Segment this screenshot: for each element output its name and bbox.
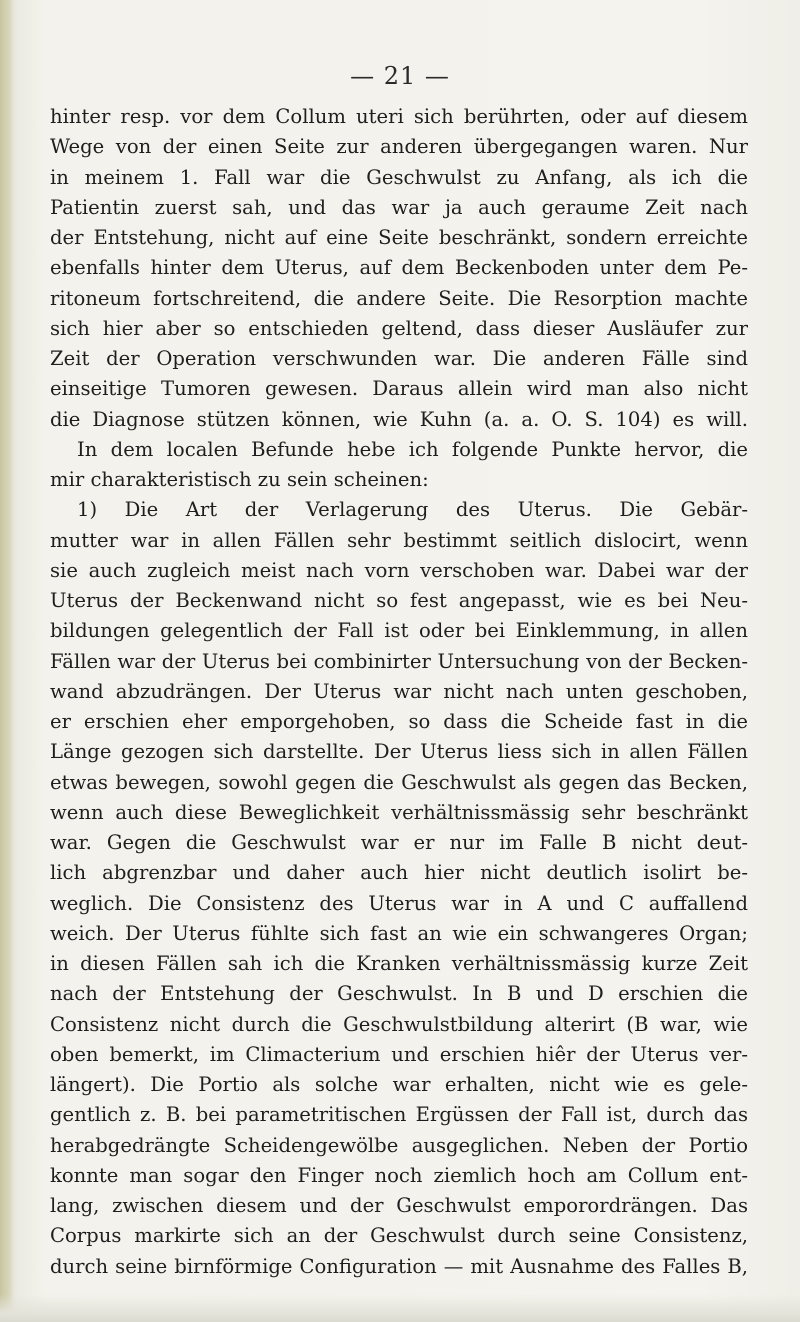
text-line: 1) Die Art der Verlagerung des Uterus. Die Gebär- — [77, 498, 748, 522]
page-gutter-shadow — [0, 0, 14, 1322]
text-line: Patientin zuerst sah, und das war ja auch geraume Zeit nach — [50, 195, 748, 219]
text-line: Corpus markirte sich an der Geschwulst durch seine Consistenz, — [50, 1224, 748, 1248]
text-line: In dem localen Befunde hebe ich folgende Punkte hervor, die — [77, 437, 748, 461]
text-line: war. Gegen die Geschwulst war er nur im Falle B nicht deut- — [50, 831, 748, 854]
text-line: Länge gezogen sich darstellte. Der Uterus liess sich in allen Fällen — [50, 740, 748, 764]
body-text — [50, 102, 748, 1282]
text-line: Zeit der Operation verschwunden war. Die anderen Fälle sind — [50, 347, 748, 370]
text-line: sie auch zugleich meist nach vorn verschoben war. Dabei war der — [50, 558, 748, 582]
text-line: gentlich z. B. bei parametritischen Ergüssen der Fall ist, durch das — [50, 1103, 748, 1127]
text-line: die Diagnose stützen können, wie Kuhn (a. a. O. S. 104) es will. — [50, 407, 748, 431]
text-line: weglich. Die Consistenz des Uterus war in A und C auffallend — [50, 891, 748, 915]
page-number: — 21 — — [350, 62, 450, 90]
text-line: längert). Die Portio als solche war erhalten, nicht wie es gele- — [50, 1073, 748, 1096]
text-line: bildungen gelegentlich der Fall ist oder bei Einklemmung, in allen — [50, 619, 748, 643]
text-line: mutter war in allen Fällen sehr bestimmt seitlich dislocirt, wenn — [50, 528, 748, 552]
text-line: wand abzudrängen. Der Uterus war nicht nach unten geschoben, — [50, 679, 748, 703]
text-line: hinter resp. vor dem Collum uteri sich berührten, oder auf diesem — [50, 105, 748, 128]
text-line: ebenfalls hinter dem Uterus, auf dem Beckenboden unter dem Pe- — [50, 256, 748, 280]
text-line: lich abgrenzbar und daher auch hier nicht deutlich isolirt be- — [50, 861, 748, 885]
text-line: durch seine birnförmige Configuration — mit Ausnahme des Falles B, — [50, 1254, 748, 1278]
text-line: mir charakteristisch zu sein scheinen: — [50, 468, 429, 491]
text-line: nach der Entstehung der Geschwulst. In B und D erschien die — [50, 982, 748, 1006]
page-bottom-edge — [0, 1294, 800, 1322]
text-line: weich. Der Uterus fühlte sich fast an wie ein schwangeres Organ; — [50, 921, 748, 945]
text-line: er erschien eher emporgehoben, so dass die Scheide fast in die — [50, 710, 748, 733]
text-line: wenn auch diese Beweglichkeit verhältnissmässig sehr beschränkt — [50, 800, 748, 824]
text-line: Fällen war der Uterus bei combinirter Untersuchung von der Becken- — [50, 649, 748, 673]
text-line: einseitige Tumoren gewesen. Daraus allein wird man also nicht — [50, 377, 748, 401]
text-line: sich hier aber so entschieden geltend, dass dieser Ausläufer zur — [50, 316, 748, 340]
text-line: oben bemerkt, im Climacterium und erschien hiêr der Uterus ver- — [50, 1042, 748, 1066]
text-line: ritoneum fortschreitend, die andere Seite. Die Resorption machte — [50, 286, 748, 310]
text-line: Wege von der einen Seite zur anderen übergegangen waren. Nur — [50, 135, 748, 159]
text-line: Consistenz nicht durch die Geschwulstbildung alterirt (B war, wie — [50, 1012, 748, 1036]
text-line: lang, zwischen diesem und der Geschwulst emporordrängen. Das — [50, 1194, 748, 1217]
text-line: etwas bewegen, sowohl gegen die Geschwulst als gegen das Becken, — [50, 770, 748, 794]
text-line: der Entstehung, nicht auf eine Seite beschränkt, sondern erreichte — [50, 226, 748, 249]
text-line: in diesen Fällen sah ich die Kranken verhältnissmässig kurze Zeit — [50, 952, 748, 975]
text-line: konnte man sogar den Finger noch ziemlich hoch am Collum ent- — [50, 1163, 748, 1187]
text-line: in meinem 1. Fall war die Geschwulst zu Anfang, als ich die — [50, 165, 748, 189]
text-line: herabgedrängte Scheidengewölbe ausgeglichen. Neben der Portio — [50, 1133, 748, 1157]
text-line: Uterus der Beckenwand nicht so fest angepasst, wie es bei Neu- — [50, 589, 748, 612]
